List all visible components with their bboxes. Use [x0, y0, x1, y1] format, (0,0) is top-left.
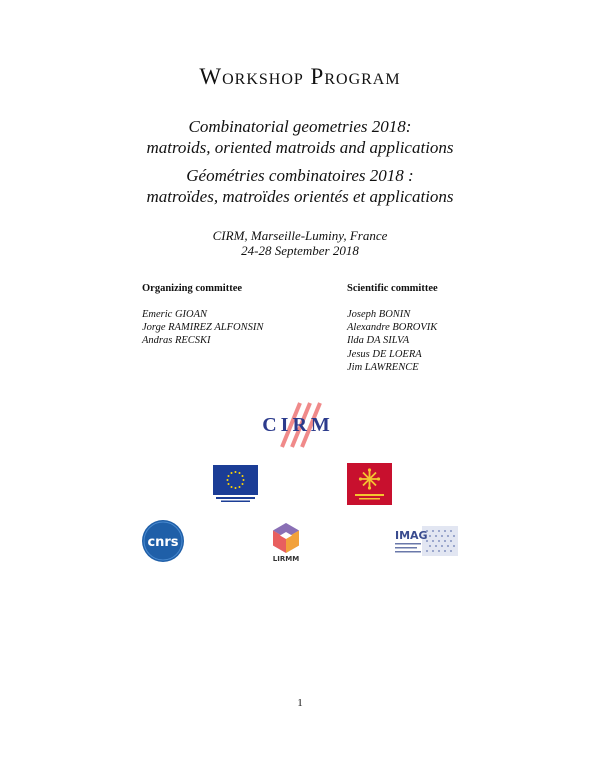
committee-member: Alexandre BOROVIK [347, 322, 438, 334]
cnrs-logo [141, 519, 185, 563]
imag-logo [392, 526, 458, 556]
organizing-committee-heading: Organizing committee [142, 283, 243, 294]
committee-member: Ilda DA SILVA [347, 335, 410, 347]
lirmm-logo-text: LIRMM [272, 555, 300, 563]
committee-member: Joseph BONIN [347, 309, 411, 320]
scientific-committee-heading: Scientific committee [347, 283, 438, 294]
subtitle-english-line: Combinatorial geometries 2018: [188, 117, 412, 136]
committee-member: Jesus DE LOERA [347, 348, 422, 360]
committee-member: Jim LAWRENCE [347, 361, 419, 373]
occitanie-region-logo [347, 463, 392, 505]
cirm-logo [258, 401, 338, 449]
venue-location: CIRM, Marseille-Luminy, France [212, 228, 388, 243]
eu-flag-logo [213, 465, 258, 503]
page-number: 1 [297, 697, 303, 709]
subtitle-french [0, 165, 600, 207]
cirm-logo-text: CIRM [262, 414, 334, 436]
committee-member: Andras RECSKI [142, 335, 211, 347]
cnrs-logo-text: cnrs [147, 535, 179, 550]
lirmm-logo [269, 521, 303, 563]
subtitle-french-line: matroïdes, matroïdes orientés et applications [146, 187, 454, 206]
organizing-committee [142, 283, 263, 348]
imag-logo-text: IMAG [395, 529, 428, 542]
committee-member: Emeric GIOAN [142, 309, 208, 320]
event-dates: 24-28 September 2018 [241, 243, 359, 258]
subtitle-english [0, 116, 600, 158]
venue-dates [0, 228, 600, 258]
scientific-committee [347, 283, 438, 374]
subtitle-french-line: Géométries combinatoires 2018 : [186, 166, 414, 185]
subtitle-english-line: matroids, oriented matroids and applications [146, 138, 454, 157]
page-title: Workshop Program [199, 64, 401, 89]
committee-member: Jorge RAMIREZ ALFONSIN [142, 322, 264, 334]
